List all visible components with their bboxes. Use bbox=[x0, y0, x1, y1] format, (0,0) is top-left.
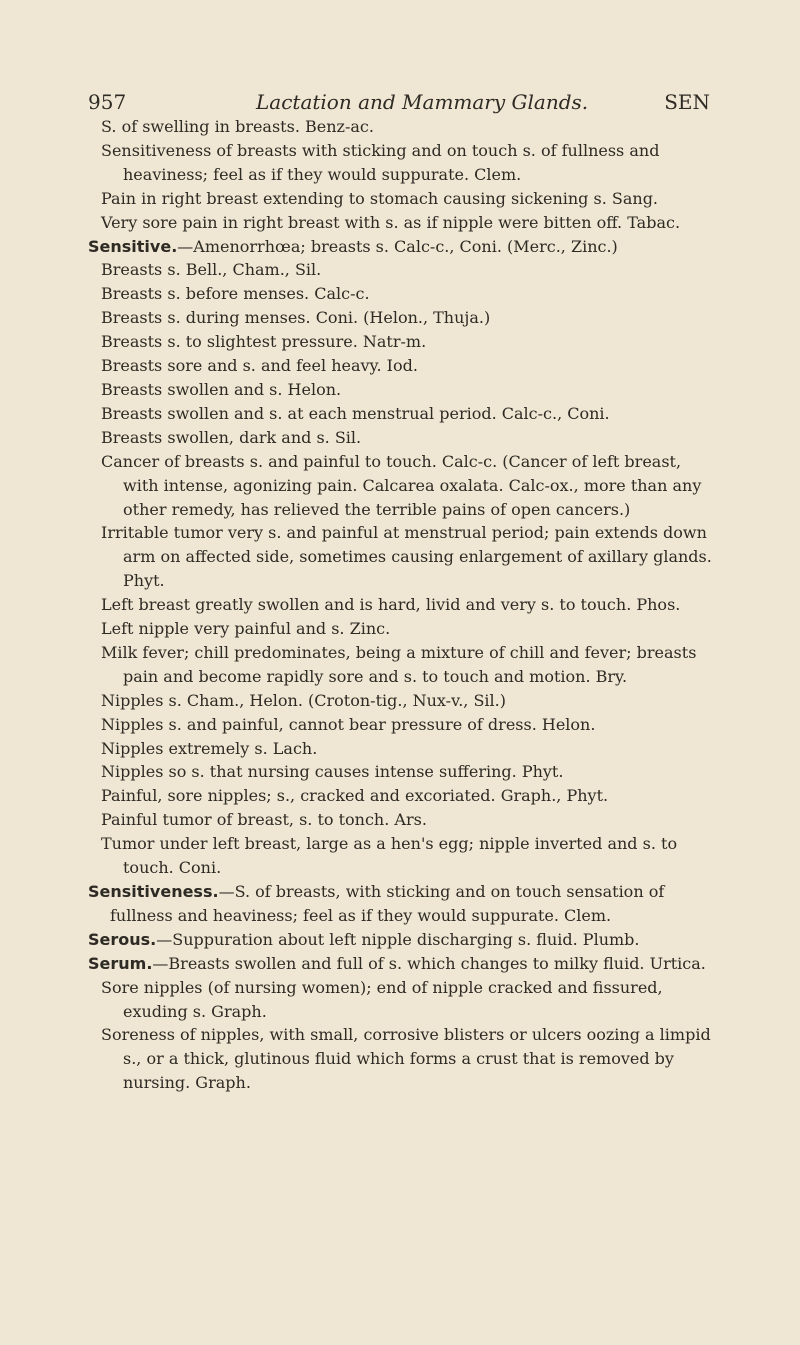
entry-text: Nipples so s. that nursing causes intense suffering. Phyt. bbox=[101, 762, 564, 782]
entry-text: —Breasts swollen and full of s. which changes to milky fluid. Urtica. bbox=[152, 953, 706, 973]
repertory-entry bbox=[101, 1023, 719, 1095]
repertory-entry bbox=[101, 378, 719, 402]
entry-text: Breasts sore and s. and feel heavy. Iod. bbox=[101, 356, 418, 376]
running-header bbox=[88, 90, 710, 118]
repertory-entry bbox=[101, 282, 719, 306]
repertory-entry bbox=[88, 235, 719, 259]
entry-text: —Amenorrhœa; breasts s. Calc-c., Coni. (Merc., Zinc.) bbox=[177, 236, 618, 256]
entry-text: Irritable tumor very s. and painful at menstrual period; pain extends down arm on affected side, sometimes causing enlargement of axillary glands. Phyt. bbox=[101, 523, 712, 591]
repertory-entry bbox=[101, 784, 719, 808]
repertory-entry bbox=[101, 330, 719, 354]
entry-text: Nipples extremely s. Lach. bbox=[101, 738, 318, 758]
page-number: 957 bbox=[88, 90, 127, 114]
entry-text: Milk fever; chill predominates, being a mixture of chill and fever; breasts pain and become rapidly sore and s. to touch and motion. Bry. bbox=[101, 642, 697, 686]
repertory-entry bbox=[101, 211, 719, 235]
repertory-entry bbox=[101, 832, 719, 880]
entry-text: Very sore pain in right breast with s. as if nipple were bitten off. Tabac. bbox=[101, 212, 681, 232]
repertory-entry bbox=[101, 139, 719, 187]
entry-text: Breasts swollen and s. at each menstrual period. Calc-c., Coni. bbox=[101, 403, 610, 423]
entry-text: Pain in right breast extending to stomach causing sickening s. Sang. bbox=[101, 188, 659, 208]
repertory-entry bbox=[101, 593, 719, 617]
entry-text: Breasts s. Bell., Cham., Sil. bbox=[101, 260, 322, 280]
repertory-entry bbox=[101, 354, 719, 378]
entry-text: —S. of breasts, with sticking and on touch sensation of fullness and heaviness; feel as if they would suppurate. Clem. bbox=[110, 882, 665, 925]
repertory-entry bbox=[101, 760, 719, 784]
repertory-entry bbox=[101, 641, 719, 689]
entry-list bbox=[88, 115, 719, 1095]
repertory-entry bbox=[101, 306, 719, 330]
running-title: Lactation and Mammary Glands. bbox=[256, 90, 589, 114]
entry-text: Nipples s. and painful, cannot bear pressure of dress. Helon. bbox=[101, 714, 596, 734]
repertory-entry bbox=[101, 617, 719, 641]
entry-text: Soreness of nipples, with small, corrosive blisters or ulcers oozing a limpid s., or a thick, glutinous fluid which forms a crust that is removed by nursing. Graph. bbox=[101, 1025, 711, 1093]
rubric-heading: Serous. bbox=[88, 929, 157, 949]
repertory-entry bbox=[101, 808, 719, 832]
repertory-entry bbox=[88, 952, 719, 976]
entry-text: Painful, sore nipples; s., cracked and excoriated. Graph., Phyt. bbox=[101, 786, 609, 806]
repertory-entry bbox=[101, 737, 719, 761]
repertory-entry bbox=[101, 689, 719, 713]
repertory-entry bbox=[101, 402, 719, 426]
entry-text: S. of swelling in breasts. Benz-ac. bbox=[101, 117, 374, 136]
entry-text: Nipples s. Cham., Helon. (Croton-tig., Nux-v., Sil.) bbox=[101, 690, 506, 710]
entry-text: Breasts s. during menses. Coni. (Helon., Thuja.) bbox=[101, 308, 491, 328]
entry-text: Breasts s. to slightest pressure. Natr-m. bbox=[101, 332, 427, 352]
entry-text: Tumor under left breast, large as a hen's egg; nipple inverted and s. to touch. Coni. bbox=[101, 834, 678, 878]
repertory-entry bbox=[101, 976, 719, 1024]
rubric-heading: Serum. bbox=[88, 953, 153, 973]
section-abbreviation: SEN bbox=[664, 90, 710, 114]
repertory-entry bbox=[101, 258, 719, 282]
repertory-entry bbox=[101, 187, 719, 211]
repertory-entry bbox=[88, 928, 719, 952]
entry-text: Left breast greatly swollen and is hard, livid and very s. to touch. Phos. bbox=[101, 595, 681, 615]
repertory-entry bbox=[101, 450, 719, 522]
repertory-entry bbox=[101, 521, 719, 593]
entry-text: Left nipple very painful and s. Zinc. bbox=[101, 619, 391, 639]
entry-text: Breasts s. before menses. Calc-c. bbox=[101, 284, 370, 304]
entry-text: —Suppuration about left nipple discharging s. fluid. Plumb. bbox=[156, 929, 640, 949]
entry-text: Cancer of breasts s. and painful to touch. Calc-c. (Cancer of left breast, with intense, agonizing pain. Calcarea oxalata. Calc-ox., more than any other remedy, has relieved the terrible pains of open cancers.) bbox=[101, 451, 702, 519]
entry-text: Painful tumor of breast, s. to tonch. Ars. bbox=[101, 810, 427, 830]
repertory-entry bbox=[101, 713, 719, 737]
rubric-heading: Sensitive. bbox=[88, 236, 178, 256]
rubric-heading: Sensitiveness. bbox=[88, 882, 219, 901]
entry-text: Sore nipples (of nursing women); end of nipple cracked and fissured, exuding s. Graph. bbox=[101, 977, 663, 1021]
entry-text: Breasts swollen, dark and s. Sil. bbox=[101, 427, 362, 447]
repertory-entry bbox=[101, 426, 719, 450]
entry-text: Breasts swollen and s. Helon. bbox=[101, 379, 342, 399]
entry-text: Sensitiveness of breasts with sticking and on touch s. of fullness and heaviness; feel as if they would suppurate. Clem. bbox=[101, 140, 660, 184]
repertory-entry bbox=[101, 115, 719, 139]
repertory-entry bbox=[88, 880, 719, 928]
